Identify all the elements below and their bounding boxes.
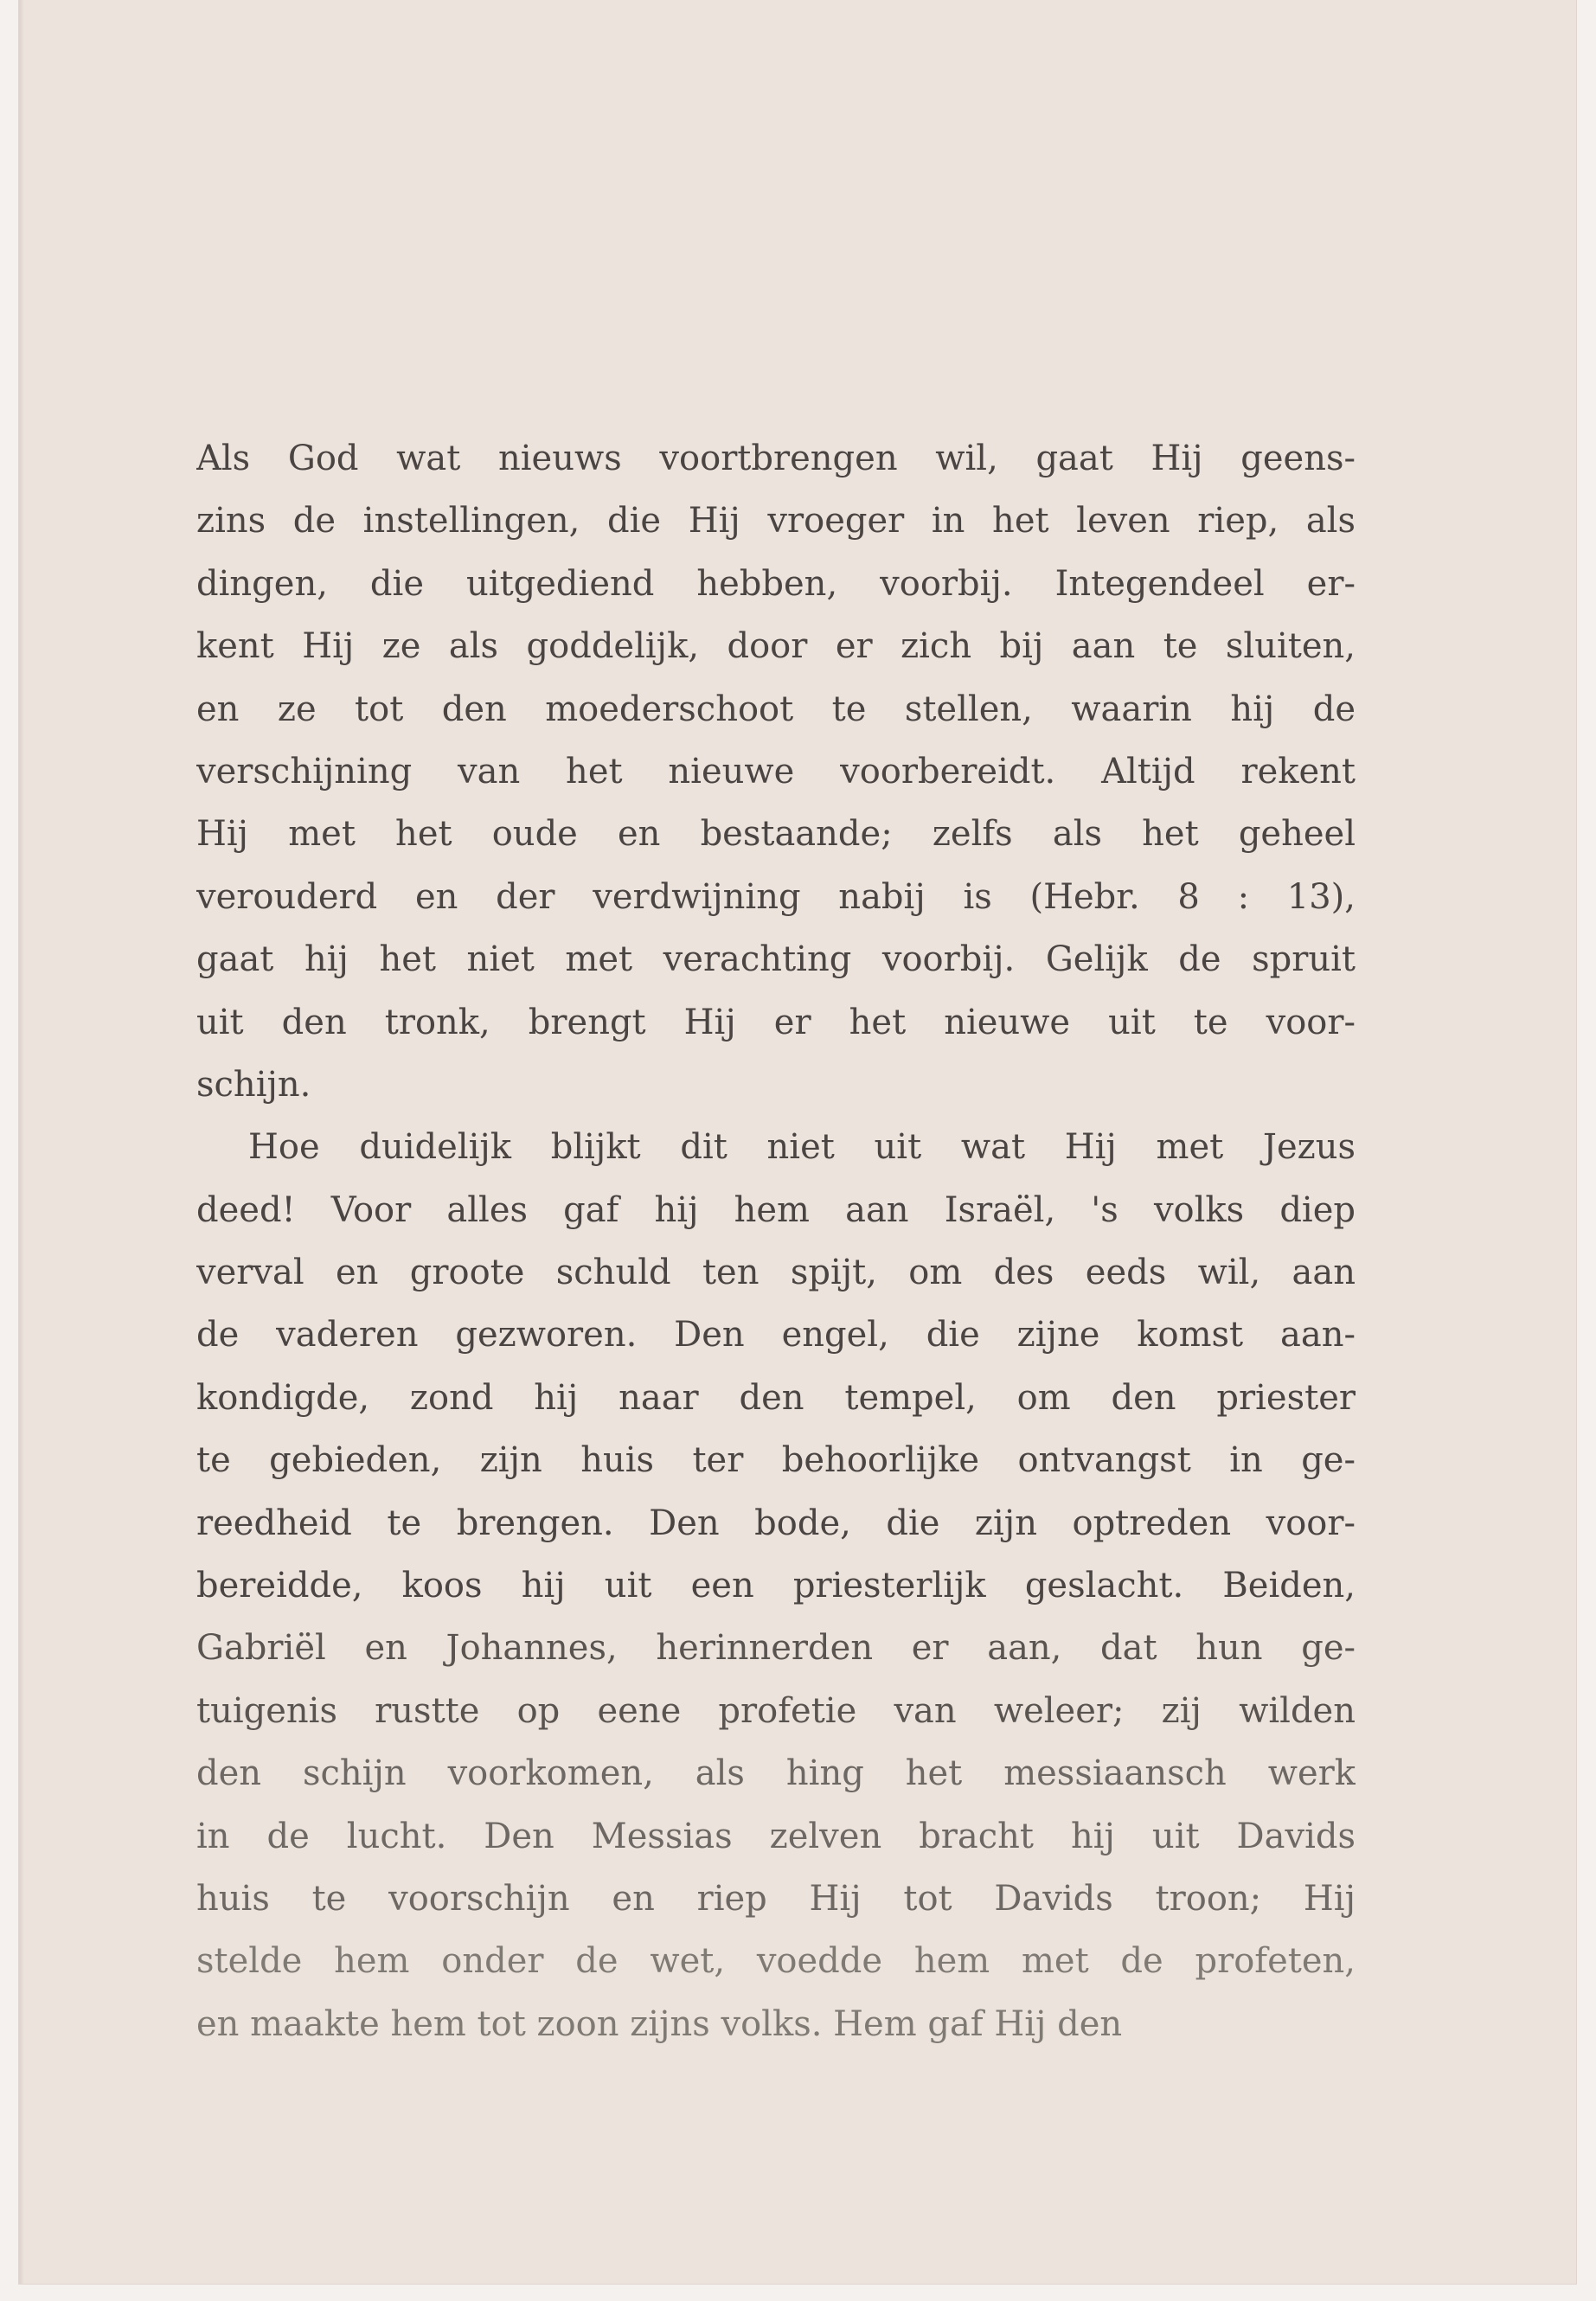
text-line: Hij met het oude en bestaande; zelfs als het geheel [196,814,1356,855]
text-line: dingen, die uitgediend hebben, voorbij. Integendeel er- [196,563,1356,604]
text-line: verouderd en der verdwijning nabij is (Hebr. 8 : 13), [196,876,1356,917]
text-line: zins de instellingen, die Hij vroeger in het leven riep, als [196,501,1356,542]
text-line: schijn. [196,1064,311,1105]
text-line: en maakte hem tot zoon zijns volks. Hem gaf Hij den [196,2003,1123,2044]
text-line: deed! Voor alles gaf hij hem aan Israël, 's volks diep [196,1189,1356,1230]
text-line: tuigenis rustte op eene profetie van weleer; zij wilden [196,1690,1356,1731]
text-line: en ze tot den moederschoot te stellen, waarin hij de [196,689,1356,729]
paragraph-1 [196,427,1356,1116]
body-text [196,427,1356,2055]
text-line: den schijn voorkomen, als hing het messiaansch werk [196,1753,1356,1794]
text-line: te gebieden, zijn huis ter behoorlijke ontvangst in ge- [196,1440,1356,1481]
text-line: verschijning van het nieuwe voorbereidt. Altijd rekent [196,751,1356,792]
text-line: Als God wat nieuws voortbrengen wil, gaat Hij geens- [196,439,1356,478]
page-edge [19,0,24,2284]
text-line: gaat hij het niet met verachting voorbij. Gelijk de spruit [196,939,1356,980]
text-line: reedheid te brengen. Den bode, die zijn optreden voor- [196,1503,1356,1543]
text-line: in de lucht. Den Messias zelven bracht hij uit Davids [196,1816,1356,1856]
text-line: Hoe duidelijk blijkt dit niet uit wat Hij met Jezus [248,1127,1356,1168]
text-line: stelde hem onder de wet, voedde hem met de profeten, [196,1941,1356,1982]
paragraph-2 [196,1116,1356,2055]
text-line: huis te voorschijn en riep Hij tot Davids troon; Hij [196,1878,1356,1919]
text-line: kent Hij ze als goddelijk, door er zich bij aan te sluiten, [196,626,1356,667]
text-line: Gabriël en Johannes, herinnerden er aan, dat hun ge- [196,1628,1356,1669]
text-line: bereidde, koos hij uit een priesterlijk geslacht. Beiden, [196,1566,1356,1606]
text-line: de vaderen gezworen. Den engel, die zijne komst aan- [196,1315,1356,1356]
text-line: verval en groote schuld ten spijt, om des eeds wil, aan [196,1253,1356,1293]
text-line: kondigde, zond hij naar den tempel, om den priester [196,1377,1356,1418]
text-line: uit den tronk, brengt Hij er het nieuwe uit te voor- [196,1002,1356,1042]
